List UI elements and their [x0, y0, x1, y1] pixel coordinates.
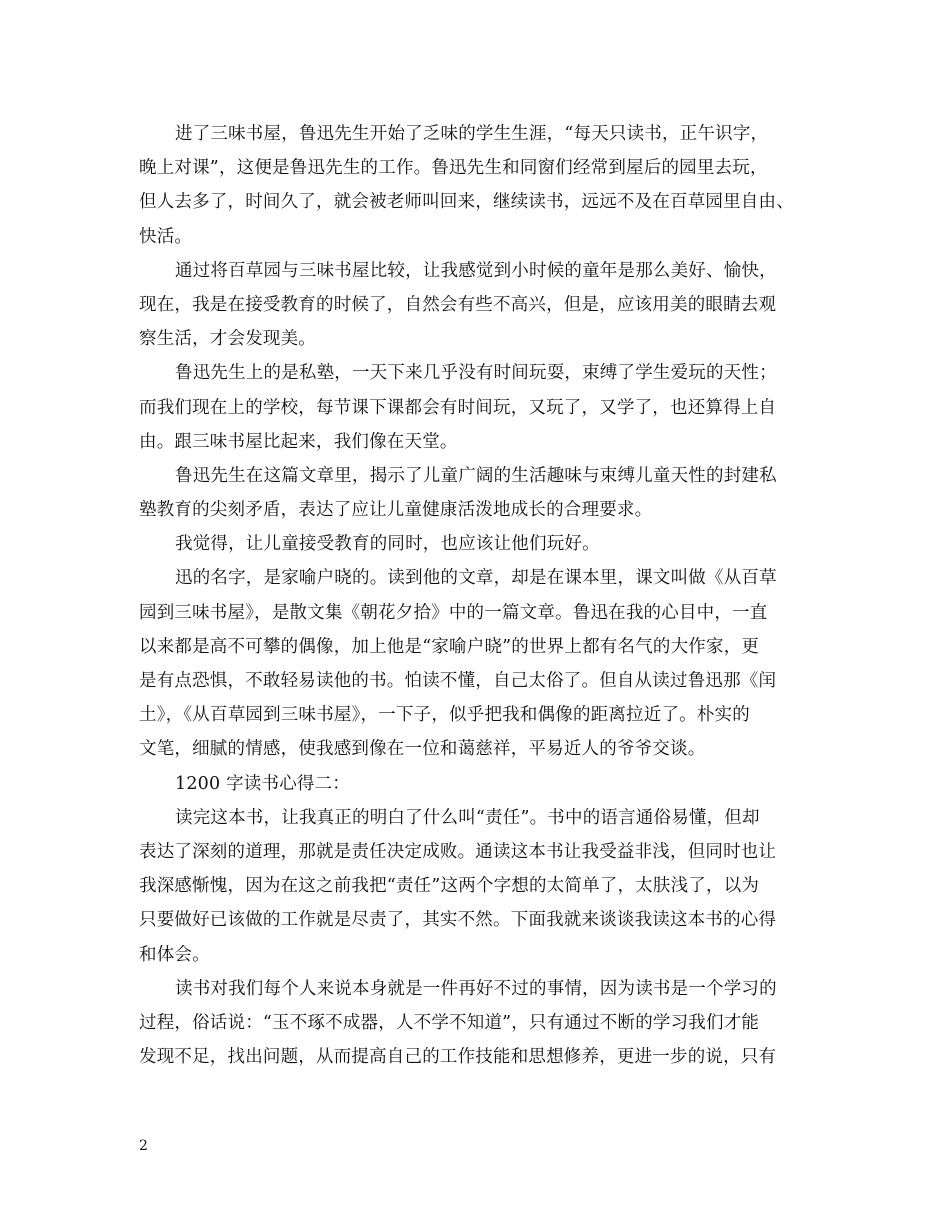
text-line: 进了三味书屋，鲁迅先生开始了乏味的学生生涯，“每天只读书，正午识字， [175, 124, 769, 144]
text-line: 鲁迅先生上的是私塾，一天下来几乎没有时间玩耍，束缚了学生爱玩的天性； [175, 363, 777, 384]
text-line: 读完这本书，让我真正的明白了什么叫“责任”。书中的语言通俗易懂，但却 [175, 807, 760, 828]
text-line: 但人去多了，时间久了，就会被老师叫回来，继续读书，远远不及在百草园里自由、 [139, 192, 794, 213]
text-line: 晚上对课”，这便是鲁迅先生的工作。鲁迅先生和同窗们经常到屋后的园里去玩， [139, 158, 768, 179]
text-line: 园到三味书屋》，是散文集《朝花夕拾》中的一篇文章。鲁迅在我的心目中，一直 [139, 602, 768, 623]
text-line: 是有点恐惧，不敢轻易读他的书。怕读不懂，自己太俗了。但自从读过鲁迅那《闰 [139, 671, 777, 691]
text-line: 读书对我们每个人来说本身就是一件再好不过的事情，因为读书是一个学习的 [175, 978, 777, 999]
text-line: 通过将百草园与三味书屋比较，让我感觉到小时候的童年是那么美好、愉快， [175, 260, 777, 281]
text-line: 我觉得，让儿童接受教育的同时，也应该让他们玩好。 [175, 534, 600, 555]
section-heading: 1200 字读书心得二： [175, 773, 350, 794]
text-line: 迅的名字，是家喻户晓的。读到他的文章，却是在课本里，课文叫做《从百草 [175, 568, 777, 589]
document-body [139, 117, 819, 1074]
text-line: 发现不足，找出问题，从而提高自己的工作技能和思想修养，更进一步的说，只有 [139, 1047, 777, 1068]
text-line: 我深感惭愧，因为在这之前我把“责任”这两个字想的太简单了，太肤浅了，以为 [139, 876, 760, 897]
text-line: 而我们现在上的学校，每节课下课都会有时间玩，又玩了，又学了，也还算得上自 [139, 397, 777, 418]
text-line: 察生活，才会发现美。 [139, 329, 316, 350]
text-line: 和体会。 [139, 944, 210, 965]
text-line: 土》，《从百草园到三味书屋》，一下子，似乎把我和偶像的距离拉近了。朴实的 [139, 705, 750, 726]
text-line: 文笔，细腻的情感，使我感到像在一位和蔼慈祥，平易近人的爷爷交谈。 [139, 739, 706, 760]
text-line: 塾教育的尖刻矛盾，表达了应让儿童健康活泼地成长的合理要求。 [139, 500, 653, 521]
page-number: 2 [139, 1138, 148, 1154]
text-line: 现在，我是在接受教育的时候了，自然会有些不高兴，但是，应该用美的眼睛去观 [139, 294, 777, 315]
text-line: 以来都是高不可攀的偶像，加上他是“家喻户晓”的世界上都有名气的大作家，更 [139, 636, 760, 657]
text-line: 鲁迅先生在这篇文章里，揭示了儿童广阔的生活趣味与束缚儿童天性的封建私 [175, 465, 777, 486]
text-line: 过程，俗话说：“玉不琢不成器，人不学不知道”，只有通过不断的学习我们才能 [139, 1012, 760, 1033]
text-line: 只要做好已该做的工作就是尽责了，其实不然。下面我就来谈谈我读这本书的心得 [139, 910, 777, 931]
text-line: 快活。 [139, 226, 193, 247]
text-line: 表达了深刻的道理，那就是责任决定成败。通读这本书让我受益非浅，但同时也让 [139, 841, 777, 862]
text-line: 由。跟三味书屋比起来，我们像在天堂。 [139, 431, 458, 452]
